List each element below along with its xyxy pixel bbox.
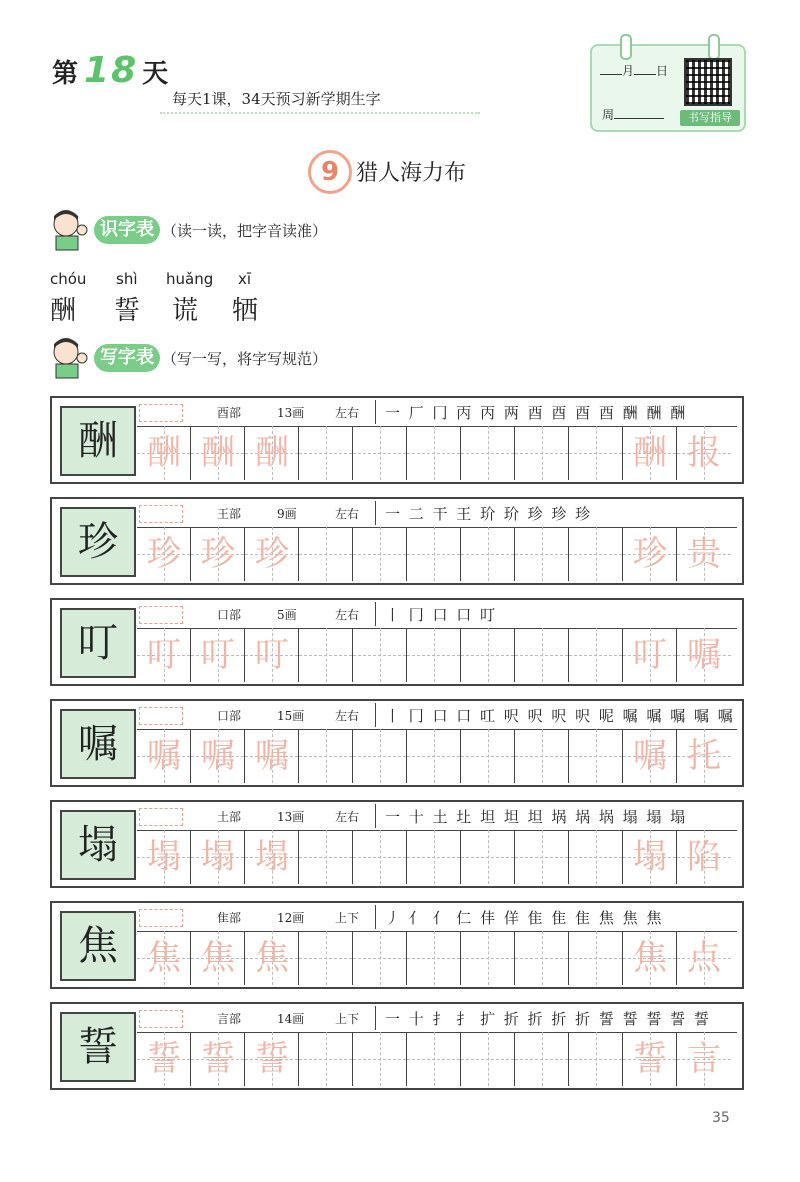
practice-cell[interactable] (623, 1032, 677, 1086)
recognize-char: 酬 (50, 296, 77, 326)
practice-cell[interactable] (407, 830, 461, 884)
practice-cell[interactable] (407, 729, 461, 783)
pinyin-box[interactable] (139, 505, 183, 523)
pinyin-box[interactable] (139, 707, 183, 725)
pinyin-box[interactable] (139, 808, 183, 826)
day-label (52, 50, 170, 91)
practice-cell[interactable] (353, 527, 407, 581)
structure: 上下 (335, 1012, 360, 1026)
divider (375, 703, 376, 727)
trace-char: 珍 (255, 534, 289, 574)
page-number: 35 (712, 1110, 730, 1126)
practice-cell[interactable] (407, 426, 461, 480)
lesson-number: 9 (308, 150, 352, 194)
practice-cell[interactable] (623, 527, 677, 581)
divider (375, 602, 376, 626)
practice-cell[interactable] (677, 426, 731, 480)
practice-cell[interactable] (191, 830, 245, 884)
practice-cell[interactable] (569, 527, 623, 581)
week-field[interactable] (602, 106, 664, 123)
practice-cell[interactable] (137, 1032, 191, 1086)
model-char: 焦 (60, 911, 136, 981)
trace-char: 珍 (147, 534, 181, 574)
practice-cell[interactable] (299, 931, 353, 985)
practice-cell[interactable] (137, 830, 191, 884)
radical: 土部 (217, 810, 242, 824)
week-label: 周 (602, 108, 615, 122)
writing-row (50, 800, 744, 888)
trace-char: 誓 (255, 1039, 289, 1079)
divider (375, 1006, 376, 1030)
practice-cell[interactable] (245, 830, 299, 884)
writing-child-icon (48, 336, 92, 380)
writing-row (50, 396, 744, 484)
recognize-title (94, 216, 162, 244)
practice-cell[interactable] (623, 729, 677, 783)
practice-grid (137, 729, 737, 783)
pinyin-box[interactable] (139, 404, 183, 422)
practice-cell[interactable] (353, 830, 407, 884)
char-info (137, 600, 737, 629)
practice-grid (137, 426, 737, 480)
char-info (137, 1004, 737, 1033)
model-char: 酬 (60, 406, 136, 476)
stroke-order: 丿 亻 亻 仁 仹 佯 隹 隹 隹 焦 焦 焦 (385, 909, 664, 927)
stroke-order: 一 十 扌 扌 扩 折 折 折 折 誓 誓 誓 誓 誓 (385, 1010, 711, 1028)
char-info (137, 903, 737, 932)
write-title (94, 344, 162, 372)
practice-cell[interactable] (461, 931, 515, 985)
divider (375, 804, 376, 828)
practice-cell[interactable] (623, 426, 677, 480)
stroke-order: 一 二 干 王 玠 玠 珍 珍 珍 (385, 505, 593, 523)
pinyin: chóu (50, 270, 87, 288)
day-of-month-label: 日 (656, 64, 669, 78)
write-title-text: 写字表 (94, 344, 160, 372)
practice-cell[interactable] (407, 1032, 461, 1086)
practice-cell[interactable] (353, 729, 407, 783)
structure: 上下 (335, 911, 360, 925)
trace-char: 焦 (201, 938, 235, 978)
trace-char: 珍 (201, 534, 235, 574)
divider (375, 400, 376, 424)
stroke-count: 12画 (277, 911, 305, 925)
word-char: 托 (687, 736, 721, 776)
write-note: （写一写，将字写规范） (162, 349, 328, 368)
model-char: 珍 (60, 507, 136, 577)
trace-char: 誓 (147, 1039, 181, 1079)
writing-row (50, 598, 744, 686)
trace-char: 叮 (201, 635, 235, 675)
practice-cell[interactable] (245, 1032, 299, 1086)
practice-grid (137, 931, 737, 985)
writing-row (50, 699, 744, 787)
practice-cell[interactable] (515, 426, 569, 480)
trace-char: 嘱 (255, 736, 289, 776)
trace-char: 酬 (201, 433, 235, 473)
structure: 左右 (335, 608, 360, 622)
qr-code-icon[interactable] (684, 58, 732, 106)
practice-cell[interactable] (299, 1032, 353, 1086)
day-number: 18 (84, 50, 139, 91)
practice-cell[interactable] (137, 931, 191, 985)
practice-cell[interactable] (569, 628, 623, 682)
write-section-header (48, 336, 327, 380)
trace-char: 塌 (255, 837, 289, 877)
ring-icon (620, 34, 632, 60)
practice-grid (137, 830, 737, 884)
word-char: 酬 (633, 433, 667, 473)
reading-child-icon (48, 208, 92, 252)
lesson-title: 猎人海力布 (356, 161, 467, 186)
trace-char: 叮 (255, 635, 289, 675)
header-divider (160, 112, 480, 114)
practice-cell[interactable] (353, 628, 407, 682)
practice-cell[interactable] (515, 830, 569, 884)
practice-cell[interactable] (299, 527, 353, 581)
practice-cell[interactable] (461, 729, 515, 783)
char-info (137, 398, 737, 427)
practice-cell[interactable] (515, 931, 569, 985)
trace-char: 酬 (147, 433, 181, 473)
day-suffix: 天 (142, 59, 171, 89)
practice-cell[interactable] (245, 729, 299, 783)
practice-cell[interactable] (677, 527, 731, 581)
trace-char: 塌 (201, 837, 235, 877)
model-char: 叮 (60, 608, 136, 678)
stroke-order: 一 厂 冂 丙 丙 两 酉 酉 酉 酉 酬 酬 酬 (385, 404, 688, 422)
word-char: 誓 (633, 1039, 667, 1079)
practice-cell[interactable] (461, 426, 515, 480)
stroke-count: 9画 (277, 507, 297, 521)
writing-row (50, 901, 744, 989)
practice-grid (137, 527, 737, 581)
practice-cell[interactable] (245, 931, 299, 985)
trace-char: 嘱 (147, 736, 181, 776)
structure: 左右 (335, 709, 360, 723)
practice-cell[interactable] (623, 628, 677, 682)
practice-cell[interactable] (353, 1032, 407, 1086)
practice-cell[interactable] (299, 729, 353, 783)
practice-cell[interactable] (569, 426, 623, 480)
radical: 口部 (217, 608, 242, 622)
practice-cell[interactable] (407, 628, 461, 682)
practice-cell[interactable] (677, 830, 731, 884)
word-char: 塌 (633, 837, 667, 877)
radical: 言部 (217, 1012, 242, 1026)
recognize-title-text: 识字表 (94, 216, 160, 244)
model-char: 塌 (60, 810, 136, 880)
pinyin-box[interactable] (139, 909, 183, 927)
practice-cell[interactable] (191, 931, 245, 985)
char-info (137, 802, 737, 831)
pinyin: huǎng (166, 270, 214, 288)
slogan: 每天1课，34天预习新学期生字 (172, 90, 381, 108)
practice-cell[interactable] (407, 527, 461, 581)
char-info (137, 499, 737, 528)
radical: 王部 (217, 507, 242, 521)
writing-row (50, 497, 744, 585)
pinyin-box[interactable] (139, 1010, 183, 1028)
practice-cell[interactable] (569, 830, 623, 884)
char-info (137, 701, 737, 730)
practice-cell[interactable] (353, 931, 407, 985)
practice-cell[interactable] (137, 729, 191, 783)
recognize-char: 誓 (114, 296, 141, 326)
practice-cell[interactable] (461, 527, 515, 581)
structure: 左右 (335, 810, 360, 824)
practice-cell[interactable] (245, 527, 299, 581)
practice-cell[interactable] (515, 1032, 569, 1086)
word-char: 叮 (633, 635, 667, 675)
day-prefix: 第 (52, 59, 81, 89)
trace-char: 焦 (147, 938, 181, 978)
practice-cell[interactable] (299, 426, 353, 480)
practice-cell[interactable] (623, 830, 677, 884)
word-char: 焦 (633, 938, 667, 978)
practice-cell[interactable] (137, 527, 191, 581)
radical: 隹部 (217, 911, 242, 925)
stroke-count: 13画 (277, 810, 305, 824)
word-char: 嘱 (633, 736, 667, 776)
writing-row (50, 1002, 744, 1090)
date-field[interactable] (600, 62, 668, 79)
practice-cell[interactable] (461, 1032, 515, 1086)
practice-cell[interactable] (191, 426, 245, 480)
practice-cell[interactable] (569, 1032, 623, 1086)
trace-char: 嘱 (201, 736, 235, 776)
practice-cell[interactable] (461, 830, 515, 884)
month-label: 月 (622, 64, 635, 78)
pinyin: xī (238, 270, 252, 288)
stroke-order: 一 十 土 圵 坦 坦 坦 埚 埚 埚 塌 塌 塌 (385, 808, 688, 826)
pinyin-box[interactable] (139, 606, 183, 624)
recognize-note: （读一读，把字音读准） (162, 221, 328, 240)
word-char: 贵 (687, 534, 721, 574)
practice-grid (137, 628, 737, 682)
trace-char: 塌 (147, 837, 181, 877)
practice-cell[interactable] (245, 628, 299, 682)
practice-cell[interactable] (191, 527, 245, 581)
word-char: 言 (687, 1039, 721, 1079)
word-char: 嘱 (687, 635, 721, 675)
practice-cell[interactable] (191, 1032, 245, 1086)
practice-cell[interactable] (137, 426, 191, 480)
stroke-count: 13画 (277, 406, 305, 420)
word-char: 珍 (633, 534, 667, 574)
radical: 酉部 (217, 406, 242, 420)
practice-cell[interactable] (299, 628, 353, 682)
structure: 左右 (335, 507, 360, 521)
practice-cell[interactable] (407, 931, 461, 985)
practice-cell[interactable] (245, 426, 299, 480)
practice-cell[interactable] (515, 628, 569, 682)
practice-cell[interactable] (461, 628, 515, 682)
pinyin: shì (116, 270, 138, 288)
trace-char: 誓 (201, 1039, 235, 1079)
practice-cell[interactable] (569, 931, 623, 985)
word-char: 陷 (687, 837, 721, 877)
stroke-count: 14画 (277, 1012, 305, 1026)
model-char: 誓 (60, 1012, 136, 1082)
word-char: 点 (687, 938, 721, 978)
practice-cell[interactable] (623, 931, 677, 985)
trace-char: 酬 (255, 433, 289, 473)
practice-cell[interactable] (137, 628, 191, 682)
practice-cell[interactable] (569, 729, 623, 783)
practice-grid (137, 1032, 737, 1086)
practice-cell[interactable] (677, 628, 731, 682)
practice-cell[interactable] (191, 628, 245, 682)
stroke-count: 15画 (277, 709, 305, 723)
recognize-char: 牺 (232, 296, 259, 326)
practice-cell[interactable] (677, 729, 731, 783)
practice-cell[interactable] (299, 830, 353, 884)
writing-guide-label: 书写指导 (680, 110, 740, 126)
stroke-count: 5画 (277, 608, 297, 622)
radical: 口部 (217, 709, 242, 723)
practice-cell[interactable] (677, 1032, 731, 1086)
word-char: 报 (687, 433, 721, 473)
recognize-section-header (48, 208, 327, 252)
recognize-char: 谎 (172, 296, 199, 326)
stroke-order: 丨 冂 口 口 叮 (385, 606, 498, 624)
practice-cell[interactable] (353, 426, 407, 480)
trace-char: 焦 (255, 938, 289, 978)
trace-char: 叮 (147, 635, 181, 675)
ring-icon (708, 34, 720, 60)
stroke-order: 丨 冂 口 口 叿 呎 呎 呎 呎 呢 嘱 嘱 嘱 嘱 嘱 (385, 707, 735, 725)
divider (375, 905, 376, 929)
practice-cell[interactable] (191, 729, 245, 783)
practice-cell[interactable] (677, 931, 731, 985)
practice-cell[interactable] (515, 527, 569, 581)
practice-cell[interactable] (515, 729, 569, 783)
divider (375, 501, 376, 525)
date-card (590, 44, 746, 132)
model-char: 嘱 (60, 709, 136, 779)
structure: 左右 (335, 406, 360, 420)
